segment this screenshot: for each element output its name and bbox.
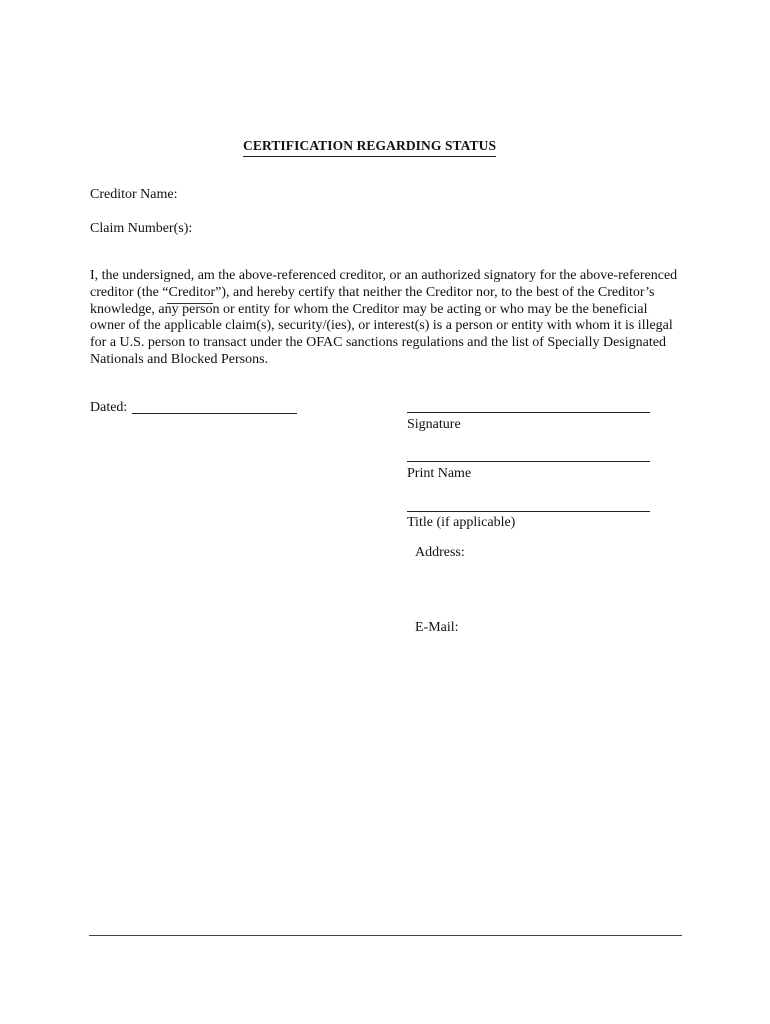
print-name-line[interactable] xyxy=(407,461,650,462)
body-line: I, the undersigned, am the above-referenced creditor, or an authorized signatory for the above-referenced xyxy=(90,268,678,283)
claim-numbers-label: Claim Number(s): xyxy=(90,221,193,236)
signature-label: Signature xyxy=(407,417,461,432)
email-label: E-Mail: xyxy=(415,620,459,635)
signature-line[interactable] xyxy=(407,412,650,413)
body-line: for a U.S. person to transact under the OFAC sanctions regulations and the list of Specially Designated xyxy=(90,335,666,351)
title-label: Title (if applicable) xyxy=(407,515,516,530)
body-line: knowledge, any person or entity for whom the Creditor may be acting or who may be the beneficial xyxy=(90,301,648,317)
certification-body xyxy=(90,268,680,369)
print-name-label: Print Name xyxy=(407,466,472,481)
body-line: owner of the applicable claim(s), security/(ies), or interest(s) is a person or entity with whom it is illegal xyxy=(90,318,673,334)
dated-line[interactable] xyxy=(132,413,297,414)
body-line: creditor (the “Creditor”), and hereby certify that neither the Creditor nor, to the best of the Creditor’s xyxy=(90,284,655,300)
creditor-name-label: Creditor Name: xyxy=(90,187,178,202)
decorative-underline xyxy=(167,303,213,304)
dated-label: Dated: xyxy=(90,400,128,415)
address-label: Address: xyxy=(415,545,465,560)
title-line[interactable] xyxy=(407,511,650,512)
body-line: Nationals and Blocked Persons. xyxy=(90,351,269,367)
footer-rule xyxy=(89,935,682,936)
document-title: CERTIFICATION REGARDING STATUS xyxy=(243,138,496,157)
